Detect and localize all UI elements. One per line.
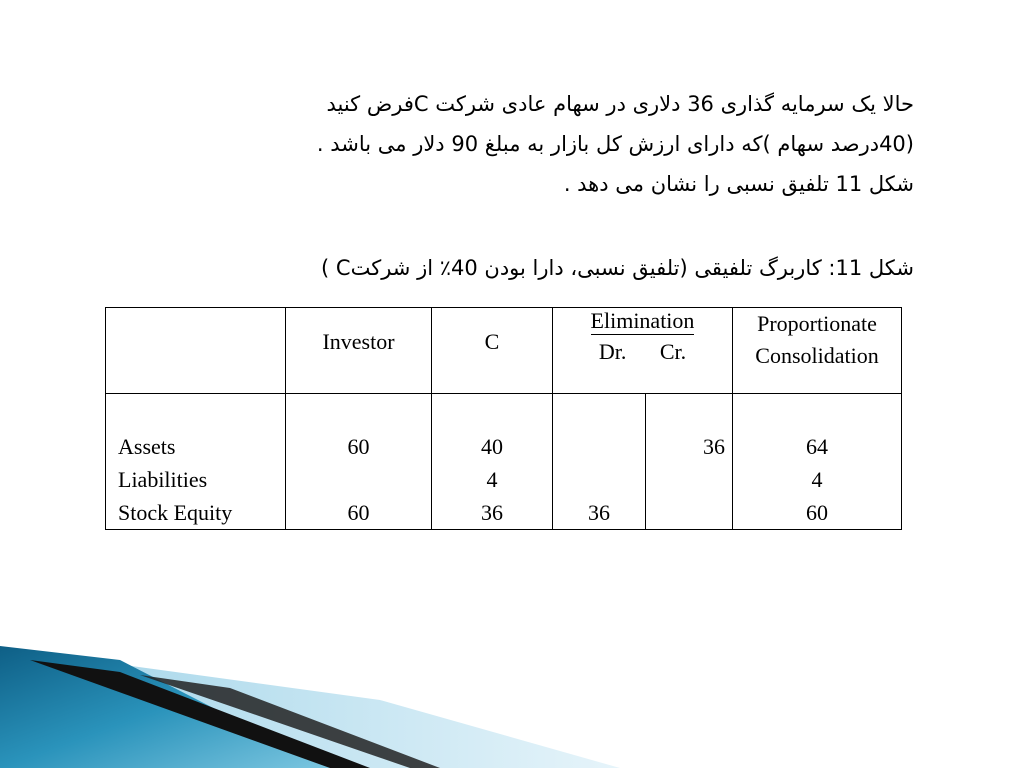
dr-stock-equity: 36: [588, 500, 610, 525]
decor-blue-wedge: [0, 646, 330, 768]
header-proportionate: [733, 308, 902, 394]
table-header-row: [106, 308, 902, 394]
paragraph-line-2: (40درصد سهام )که دارای ارزش کل بازار به مبلغ 90 دلار می باشد .: [316, 132, 914, 156]
dr-liabilities: [553, 463, 645, 496]
row-label-liabilities: Liabilities: [118, 467, 208, 492]
header-proportionate-line1: Proportionate: [757, 311, 877, 336]
c-values-cell: [432, 394, 553, 530]
cr-liabilities: [646, 463, 732, 496]
decor-dark-stripe-2: [140, 675, 440, 768]
decor-dark-stripe: [30, 660, 370, 768]
proportionate-values-cell: [733, 394, 902, 530]
investor-liabilities: [286, 463, 431, 496]
header-dr: Dr.: [598, 339, 627, 364]
dr-assets: [553, 430, 645, 463]
row-label-stock-equity: Stock Equity: [118, 500, 233, 525]
elimination-title: Elimination: [590, 308, 695, 333]
investor-values-cell: [286, 394, 432, 530]
c-liabilities: 4: [486, 467, 498, 492]
c-stock-equity: 36: [481, 500, 503, 525]
dr-values-cell: [553, 394, 646, 530]
investor-assets: 60: [347, 434, 370, 459]
row-label-assets: Assets: [118, 434, 176, 459]
consolidation-table: [105, 307, 902, 530]
proportionate-stock-equity: 60: [806, 500, 828, 525]
cr-assets: 36: [703, 434, 725, 459]
cr-values-cell: [646, 394, 733, 530]
header-investor: Investor: [286, 308, 432, 394]
paragraph-line-3: شکل 11 تلفیق نسبی را نشان می دهد .: [563, 172, 914, 196]
header-empty-cell: [106, 308, 286, 394]
decor-light-band: [0, 648, 620, 768]
table-body-row: [106, 394, 902, 530]
proportionate-liabilities: 4: [811, 467, 823, 492]
paragraph-line-1: حالا یک سرمایه گذاری 36 دلاری در سهام عادی شرکت Cفرض کنید: [326, 92, 914, 116]
intro-paragraph: [114, 84, 914, 204]
figure-caption: شکل 11: کاربرگ تلفیقی (تلفیق نسبی، دارا بودن 40٪ از شرکتC ): [321, 256, 914, 280]
header-proportionate-line2: Consolidation: [755, 343, 879, 368]
elimination-subheaders: [553, 335, 732, 369]
investor-stock-equity: 60: [347, 500, 370, 525]
row-labels-cell: [106, 394, 286, 530]
c-assets: 40: [481, 434, 503, 459]
header-cr: Cr.: [659, 339, 687, 364]
cr-stock-equity: [646, 496, 732, 529]
proportionate-assets: 64: [806, 434, 828, 459]
header-elimination: [553, 308, 733, 394]
header-c: C: [432, 308, 553, 394]
